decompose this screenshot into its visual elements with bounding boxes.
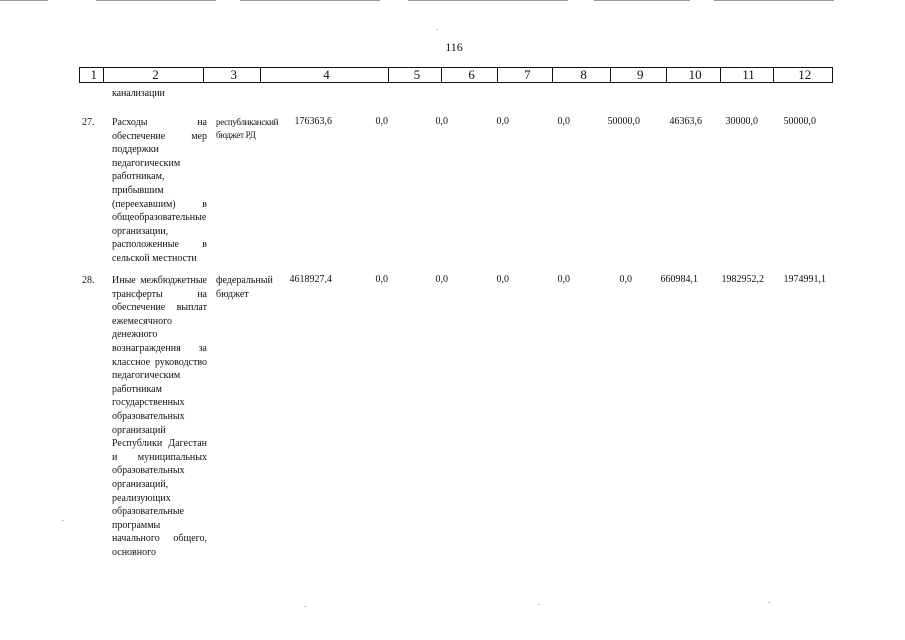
value-col-11: 30000,0 [725,116,758,127]
row-name: Расходы на обеспечение мер поддержки педагогическим работникам, прибывшим (переехавшим) в общеобразовательные организации, расположенные в сельской местности [112,117,207,264]
scan-edge-line [594,0,690,1]
value-col-5: 0,0 [375,274,388,285]
page-number: 116 [445,40,463,54]
scan-speck [62,520,64,521]
value-col-12: 50000,0 [783,116,816,127]
column-number-header [79,67,833,83]
scan-speck [538,604,540,605]
scan-speck [436,29,438,30]
column-header: 6 [442,68,499,82]
value-col-6: 0,0 [435,116,448,127]
row-name: Иные межбюджетные трансферты на обеспечение выплат ежемесячного денежного вознаграждения за классное руководство педагогическим работникам государственных образовательных организаций Республики Дагестан и муниципальных образовательных организаций, реализующих образовательные программы начального общего, основного [112,275,207,558]
scan-edge-line [240,0,380,1]
column-header: 11 [721,68,774,82]
value-col-9: 0,0 [619,274,632,285]
value-col-6: 0,0 [435,274,448,285]
scan-edge-line [714,0,834,1]
value-col-10: 660984,1 [660,274,698,285]
scan-speck [768,602,770,603]
value-col-8: 0,0 [557,116,570,127]
row-number: 27. [82,117,95,128]
value-col-8: 0,0 [557,274,570,285]
value-col-4: 176363,6 [294,116,332,127]
value-col-11: 1982952,2 [721,274,764,285]
row-budget: федеральный бюджет [216,275,273,300]
column-header: 4 [261,68,389,82]
column-header: 8 [553,68,611,82]
column-header: 9 [611,68,667,82]
scan-edge-line [408,0,568,1]
column-header: 1 [80,68,104,82]
value-col-7: 0,0 [496,274,509,285]
value-col-7: 0,0 [496,116,509,127]
column-header: 2 [104,68,203,82]
row-number: 28. [82,275,95,286]
value-col-10: 46363,6 [669,116,702,127]
column-header: 3 [204,68,262,82]
column-header: 12 [798,67,812,82]
value-col-12: 1974991,1 [783,274,826,285]
scan-edge-line [96,0,216,1]
column-header: 10 [667,68,721,82]
value-col-4: 4618927,4 [289,274,332,285]
column-header: 5 [389,68,442,82]
row-budget: республиканский бюджет РД [216,117,279,140]
scan-edge-line [0,0,48,1]
scan-speck [304,606,306,607]
continued-text: канализации [112,88,165,99]
value-col-9: 50000,0 [607,116,640,127]
value-col-5: 0,0 [375,116,388,127]
column-header: 7 [498,68,553,82]
